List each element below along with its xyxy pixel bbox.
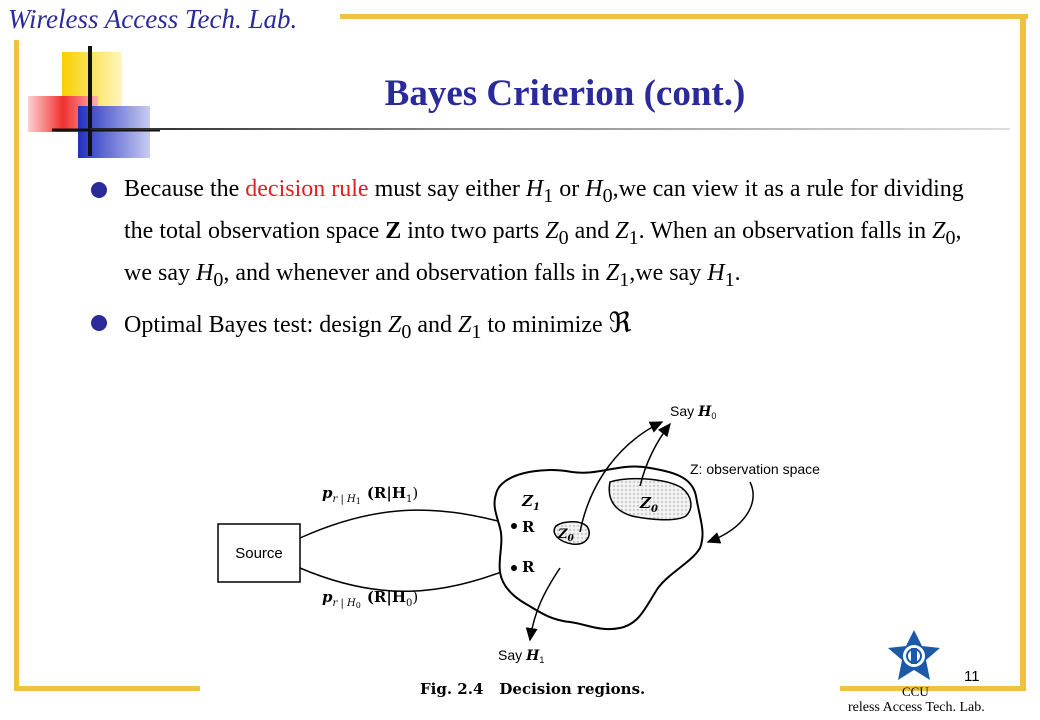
subscript: 0: [945, 226, 956, 249]
var-z: Z: [605, 259, 620, 286]
title-underline: [90, 128, 1010, 130]
footer-ccu: CCU: [902, 684, 929, 699]
var-z: Z: [457, 312, 472, 339]
text: . When an observation falls in: [638, 217, 933, 244]
text: or: [553, 176, 586, 202]
frame-left-border: [14, 40, 19, 691]
subscript: 0: [602, 184, 613, 207]
text: .: [734, 259, 741, 286]
z1-label: $Z_1$: [522, 492, 540, 513]
footer-lab-name: reless Access Tech. Lab.: [848, 700, 985, 715]
label-p-h1: $p_{r | H}1$ $(R|H_1)$: [322, 484, 419, 506]
slide-title: Bayes Criterion (cont.): [384, 73, 746, 114]
point-r-top: [511, 523, 517, 529]
text: must say either: [368, 176, 526, 202]
risk-symbol: ℜ: [608, 306, 632, 340]
decision-regions-figure: [200, 392, 840, 702]
text: ,we say: [629, 259, 708, 286]
header-lab-name: Wireless Access Tech. Lab.: [8, 4, 298, 34]
subscript: 1: [543, 184, 554, 207]
text: , and whenever and observation falls in: [223, 259, 606, 286]
bullet-dot-icon: [91, 315, 107, 331]
text: into two parts: [401, 217, 546, 244]
subscript: 1: [619, 268, 630, 291]
text: and: [411, 312, 458, 339]
frame-right-border: [1020, 14, 1026, 690]
text: , we say: [124, 217, 962, 286]
text: Optimal Bayes test: design: [124, 312, 388, 339]
frame-top-border: [340, 14, 1028, 19]
figure-caption: Fig. 2.4 Decision regions.: [420, 680, 646, 698]
var-h: H: [707, 259, 725, 286]
r-label-bottom: R: [522, 558, 535, 576]
say-h0-label: Say $H_0$: [670, 403, 717, 421]
subscript: 1: [724, 268, 735, 291]
subscript: 0: [558, 226, 569, 249]
var-z: Z: [932, 217, 946, 244]
var-h: H: [525, 176, 544, 202]
label-p-h0: $p_{r | H}0$ $(R|H_0)$: [322, 588, 419, 610]
highlight-decision-rule: decision rule: [245, 176, 369, 202]
bullet-list: [88, 172, 978, 350]
z0-large-label: $Z_0$: [640, 494, 658, 515]
z0-small-label: $Z_0$: [558, 527, 574, 544]
subscript: 1: [628, 226, 639, 249]
subscript: 1: [471, 321, 482, 344]
var-h: H: [195, 259, 214, 286]
subscript: 0: [213, 268, 224, 291]
var-z: Z: [387, 312, 402, 339]
observation-space-label: Z: observation space: [690, 461, 820, 477]
bullet-item-optimal-bayes: [88, 305, 978, 350]
r-label-top: R: [522, 518, 535, 536]
page-number: 11: [964, 668, 980, 685]
bullet-dot-icon: [91, 182, 107, 198]
university-emblem-icon: [884, 628, 944, 684]
point-r-bottom: [511, 565, 517, 571]
say-h1-label: Say $H_1$: [498, 647, 545, 665]
decision-regions-diagram: [200, 392, 840, 702]
source-label: Source: [235, 545, 283, 562]
var-h: H: [585, 176, 603, 202]
text: ,we can view it as a rule for dividing the total observation space: [124, 176, 964, 244]
var-z-bold: Z: [385, 217, 402, 244]
bullet-item-decision-rule: [88, 172, 978, 297]
subscript: 0: [401, 321, 412, 344]
text: to minimize: [481, 312, 609, 339]
var-z: Z: [615, 217, 629, 244]
arrow-observation-space: [708, 482, 753, 542]
var-z: Z: [545, 217, 559, 244]
text: Because the: [124, 176, 246, 202]
arrow-h1: [300, 510, 516, 538]
text: and: [568, 217, 616, 244]
